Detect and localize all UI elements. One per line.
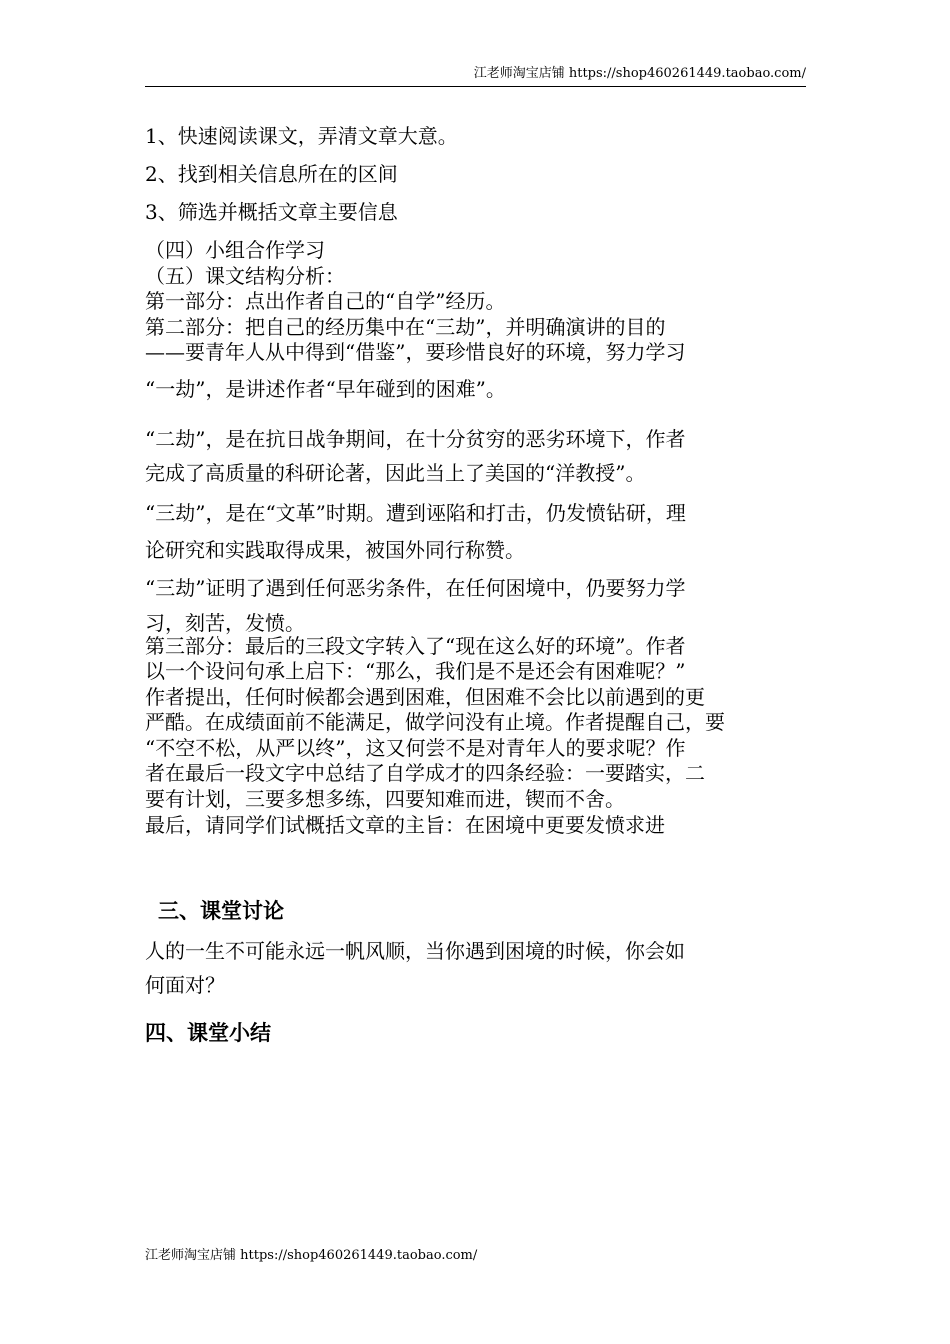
body-line: 第二部分：把自己的经历集中在“三劫”，并明确演讲的目的	[145, 315, 666, 339]
body-line: 第三部分：最后的三段文字转入了“现在这么好的环境”。作者	[145, 634, 686, 658]
body-line: “一劫”，是讲述作者“早年碰到的困难”。	[145, 377, 506, 401]
discussion-line: 人的一生不可能永远一帆风顺，当你遇到困境的时候，你会如	[145, 939, 685, 963]
section-heading-summary: 四、课堂小结	[145, 1021, 271, 1045]
body-line: 作者提出，任何时候都会遇到困难，但困难不会比以前遇到的更	[145, 685, 705, 709]
body-line: 论研究和实践取得成果，被国外同行称赞。	[145, 538, 525, 562]
body-line: 习，刻苦，发愤。	[145, 611, 305, 635]
body-line: “三劫”，是在“文革”时期。遭到诬陷和打击，仍发愤钻研，理	[145, 501, 686, 525]
body-line: 第一部分：点出作者自己的“自学”经历。	[145, 289, 506, 313]
body-line: 最后，请同学们试概括文章的主旨：在困境中更要发愤求进	[145, 813, 665, 837]
body-line: 要有计划，三要多想多练，四要知难而进，锲而不舍。	[145, 787, 625, 811]
body-line: “三劫”证明了遇到任何恶劣条件，在任何困境中，仍要努力学	[145, 576, 686, 600]
section-heading-discussion: 三、课堂讨论	[158, 899, 284, 923]
body-line: 3、筛选并概括文章主要信息	[145, 200, 398, 224]
body-line: “不空不松，从严以终”，这又何尝不是对青年人的要求呢？作	[145, 736, 686, 760]
page-footer: 江老师淘宝店铺 https://shop460261449.taobao.com/	[145, 1248, 478, 1263]
page-header	[145, 66, 806, 87]
body-line: ——要青年人从中得到“借鉴”，要珍惜良好的环境，努力学习	[145, 340, 686, 364]
body-line: “二劫”，是在抗日战争期间，在十分贫穷的恶劣环境下，作者	[145, 427, 686, 451]
body-line: （五）课文结构分析：	[145, 264, 345, 288]
discussion-line: 何面对？	[145, 973, 225, 997]
body-line: （四）小组合作学习	[145, 238, 325, 262]
header-text: 江老师淘宝店铺 https://shop460261449.taobao.com/	[473, 66, 806, 81]
body-line: 以一个设问句承上启下：“那么，我们是不是还会有困难呢？”	[145, 659, 686, 683]
body-line: 2、找到相关信息所在的区间	[145, 162, 398, 186]
body-line: 完成了高质量的科研论著，因此当上了美国的“洋教授”。	[145, 461, 646, 485]
body-line: 者在最后一段文字中总结了自学成才的四条经验：一要踏实，二	[145, 761, 705, 785]
body-line: 严酷。在成绩面前不能满足，做学问没有止境。作者提醒自己，要	[145, 710, 725, 734]
body-line: 1、快速阅读课文，弄清文章大意。	[145, 124, 458, 148]
